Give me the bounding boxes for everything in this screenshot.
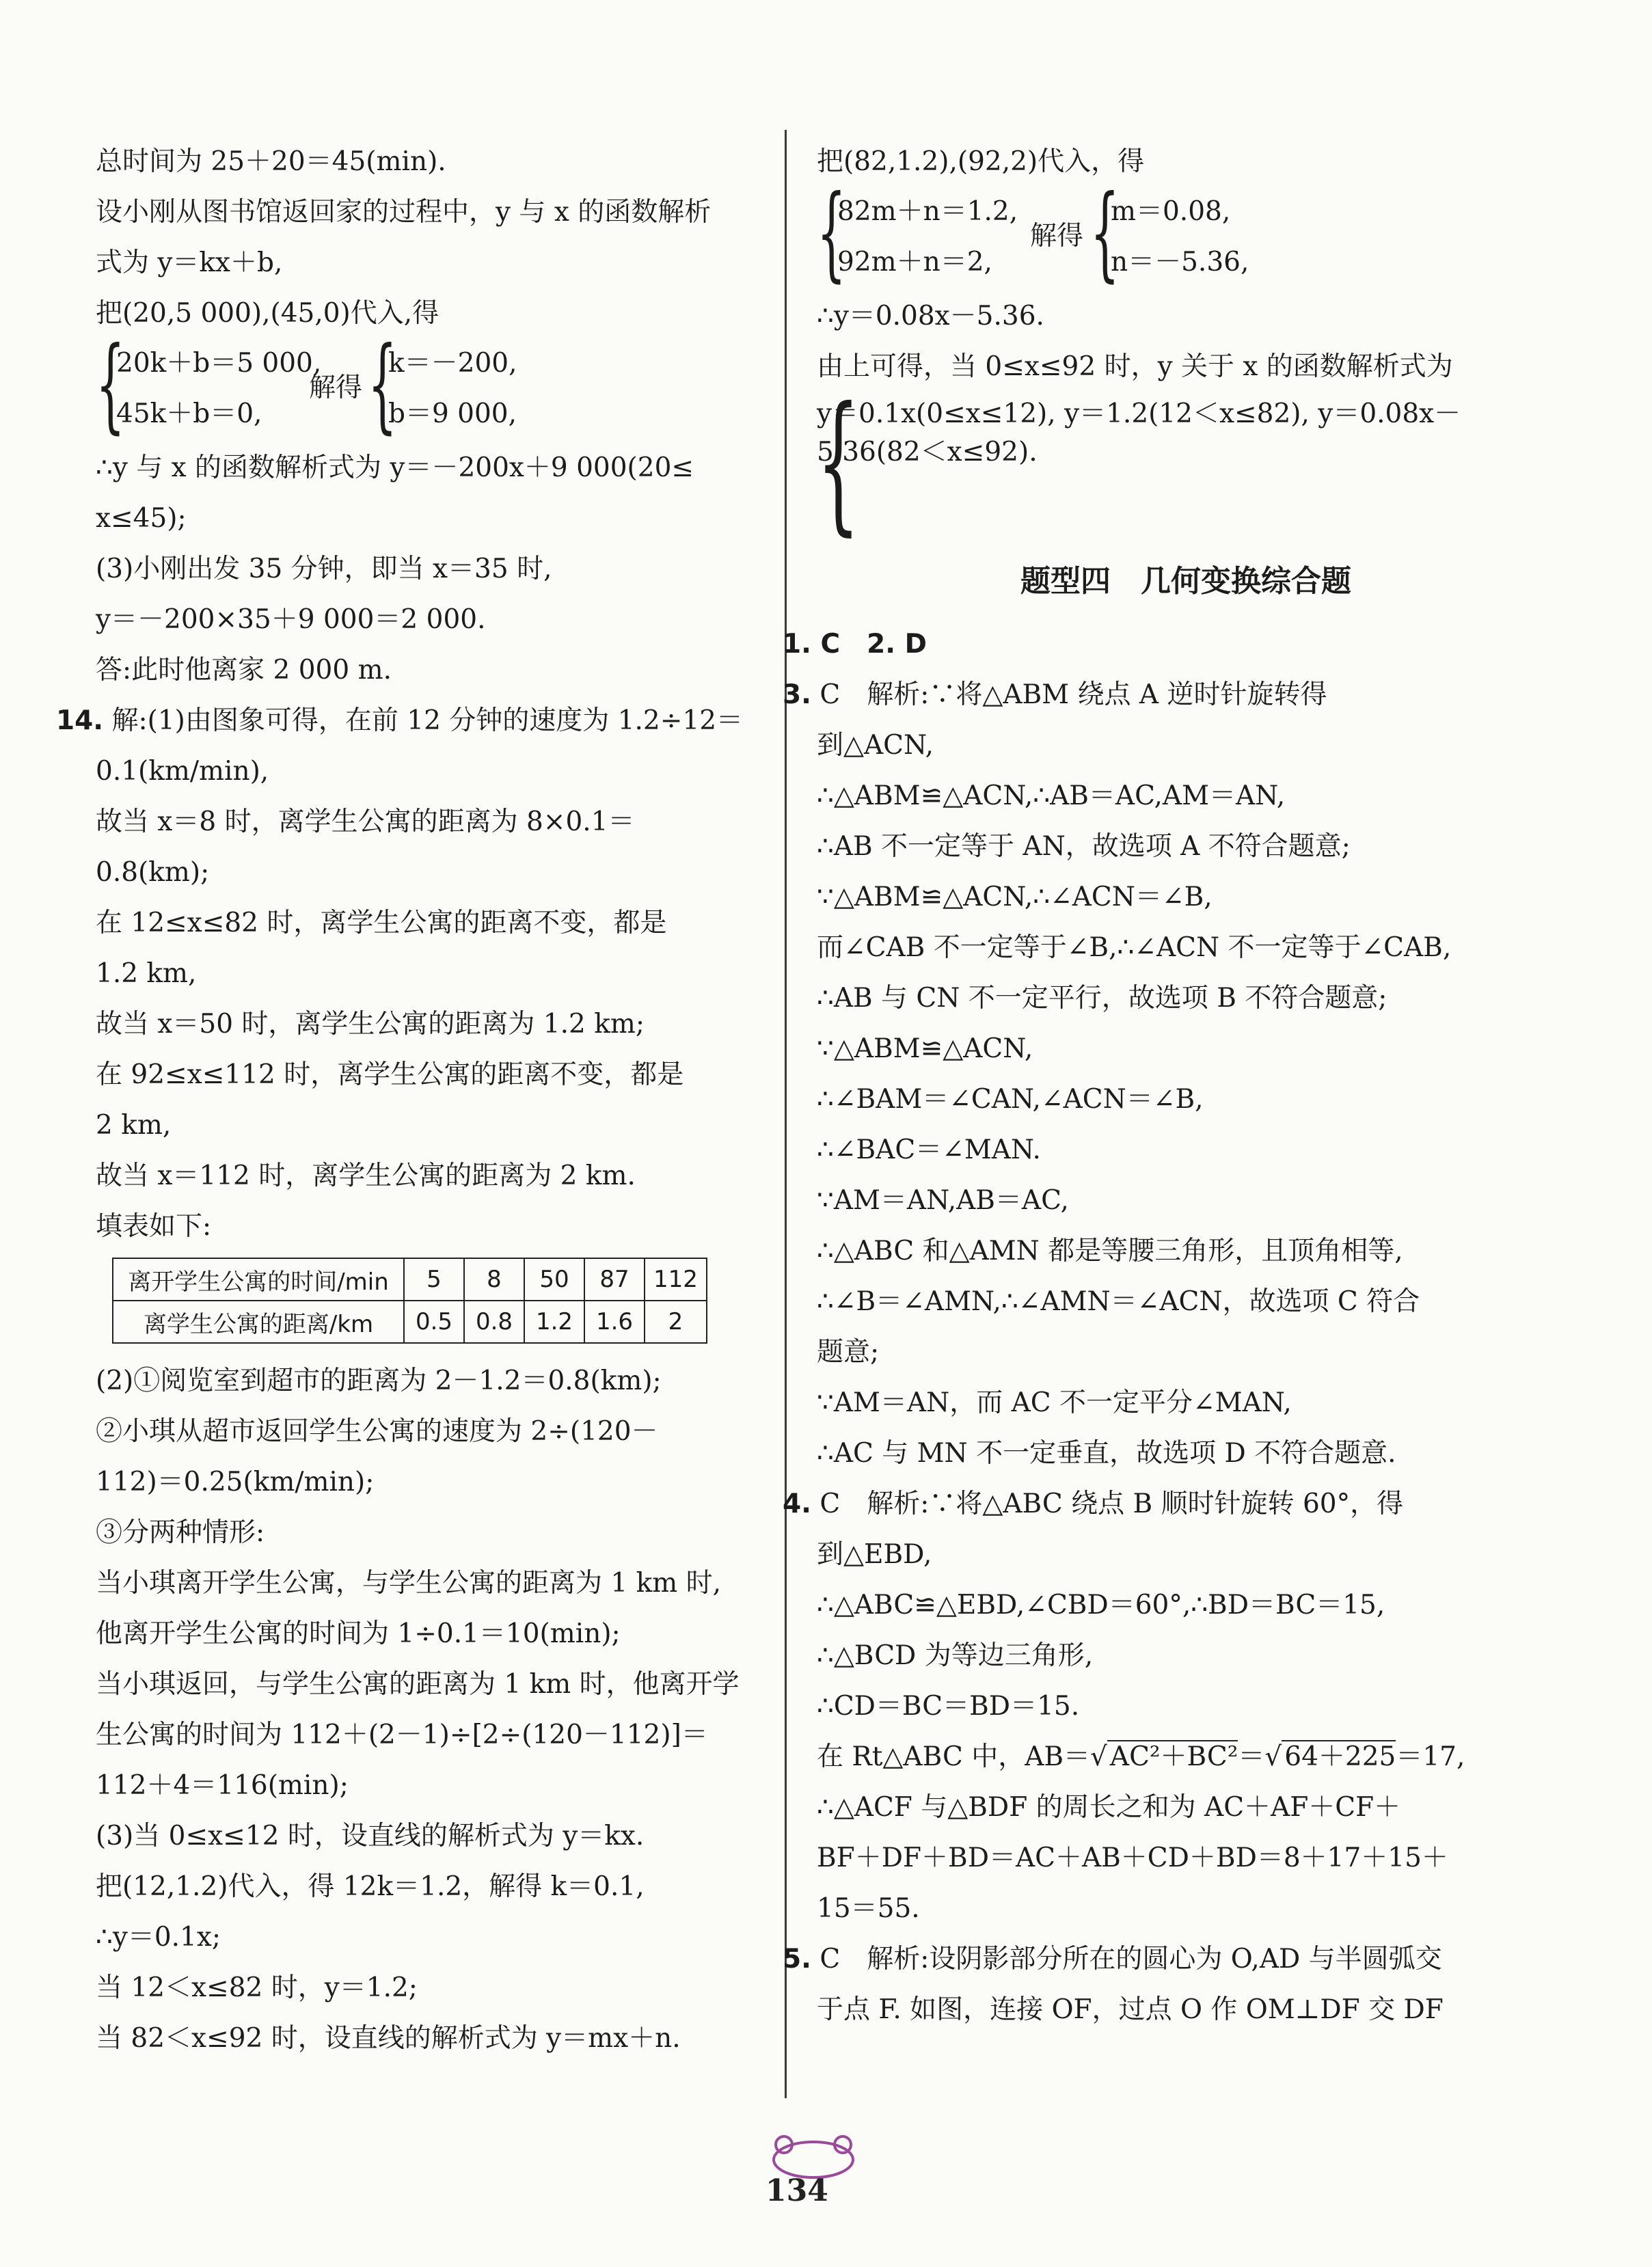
text-line: 到△EBD, — [817, 1539, 932, 1570]
left-column — [56, 137, 759, 2064]
table-cell: 5 — [404, 1258, 464, 1301]
text-line: 故当 x＝50 时，离学生公寓的距离为 1.2 km; — [96, 1009, 645, 1040]
text-line: ∴∠BAM＝∠CAN,∠ACN＝∠B, — [817, 1084, 1204, 1115]
brace-icon: { — [96, 325, 125, 444]
text-line: 题意; — [817, 1337, 880, 1368]
text-line: 2 km, — [96, 1110, 172, 1141]
brace-icon: { — [1090, 174, 1120, 293]
table-cell: 1.2 — [524, 1301, 584, 1343]
table-cell: 0.8 — [464, 1301, 524, 1343]
text-line: ∴△ACF 与△BDF 的周长之和为 AC＋AF＋CF＋ — [817, 1792, 1401, 1823]
text-line: 把(12,1.2)代入，得 12k＝1.2，解得 k＝0.1, — [96, 1871, 645, 1902]
text-line: 填表如下: — [96, 1211, 212, 1242]
text-line: 1.2 km, — [96, 958, 197, 989]
text-line: ②小琪从超市返回学生公寓的速度为 2÷(120－ — [96, 1416, 658, 1447]
brace-icon: { — [817, 375, 860, 549]
text-line: ∴y＝0.08x－5.36. — [817, 301, 1044, 331]
text-line: ∴∠B＝∠AMN,∴∠AMN＝∠ACN，故选项 C 符合 — [817, 1286, 1420, 1317]
text-line: ∴△ABC≌△EBD,∠CBD＝60°,∴BD＝BC＝15, — [817, 1590, 1385, 1620]
column-divider — [785, 130, 787, 2098]
table-header-cell: 离开学生公寓的时间/min — [113, 1258, 404, 1301]
text-line: 于点 F. 如图，连接 OF，过点 O 作 OM⊥DF 交 DF — [817, 1994, 1444, 2025]
text-line: ∴△ABC 和△AMN 都是等腰三角形，且顶角相等, — [817, 1236, 1403, 1266]
text-line: ∵△ABM≌△ACN, — [817, 1033, 1033, 1064]
question-number: 3. — [783, 679, 811, 710]
text-line: 当 82＜x≤92 时，设直线的解析式为 y＝mx＋n. — [96, 2023, 681, 2054]
text-line: 式为 y＝kx＋b, — [96, 247, 283, 278]
text-line: 故当 x＝112 时，离学生公寓的距离为 2 km. — [96, 1160, 636, 1191]
table-cell: 50 — [524, 1258, 584, 1301]
text-line: (2)①阅览室到超市的距离为 2－1.2＝0.8(km); — [96, 1366, 662, 1396]
text-line: x≤45); — [96, 503, 187, 534]
data-table — [112, 1258, 707, 1344]
text-line: 他离开学生公寓的时间为 1÷0.1＝10(min); — [96, 1618, 621, 1649]
question-number: 14. — [56, 705, 104, 736]
question-14: 14. 解:(1)由图象可得，在前 12 分钟的速度为 1.2÷12＝ — [56, 705, 744, 736]
text-line: 答:此时他离家 2 000 m. — [96, 655, 392, 685]
text-line: 由上可得，当 0≤x≤92 时，y 关于 x 的函数解析式为 — [817, 351, 1453, 382]
table-cell: 2 — [645, 1301, 707, 1343]
text-line: 0.8(km); — [96, 857, 210, 888]
text-line: 在 92≤x≤112 时，离学生公寓的距离不变，都是 — [96, 1059, 684, 1090]
text-line: 在 12≤x≤82 时，离学生公寓的距离不变，都是 — [96, 908, 667, 938]
text-line: 112＋4＝116(min); — [96, 1770, 349, 1801]
equation-system: { 82m＋n＝1.2, 92m＋n＝2, 解得 { m＝0.08, n＝－5.36, — [817, 174, 1249, 293]
table-cell: 8 — [464, 1258, 524, 1301]
text-line: 112)＝0.25(km/min); — [96, 1467, 375, 1497]
table-cell: 112 — [645, 1258, 707, 1301]
equation-system: { 20k＋b＝5 000, 45k＋b＝0, 解得 { k＝－200, b＝9 000, — [96, 325, 517, 444]
page-number: 134 — [766, 2173, 828, 2208]
text-line: 当小琪返回，与学生公寓的距离为 1 km 时，他离开学 — [96, 1669, 740, 1700]
text-line: 把(82,1.2),(92,2)代入，得 — [817, 146, 1145, 177]
text-line: 生公寓的时间为 112＋(2－1)÷[2÷(120－112)]＝ — [96, 1720, 708, 1750]
table-header-cell: 离学生公寓的距离/km — [113, 1301, 404, 1343]
sqrt-icon: √ — [1090, 1741, 1107, 1772]
text-line: y＝－200×35＋9 000＝2 000. — [96, 604, 486, 635]
text-line: (3)小刚出发 35 分钟，即当 x＝35 时, — [96, 554, 552, 584]
table-row — [113, 1258, 707, 1301]
text-line: ∴△BCD 为等边三角形, — [817, 1640, 1094, 1671]
brace-icon: { — [817, 174, 846, 293]
text-line: (3)当 0≤x≤12 时，设直线的解析式为 y＝kx. — [96, 1821, 645, 1851]
text-line: 0.1(km/min), — [96, 756, 269, 787]
text-line: 把(20,5 000),(45,0)代入,得 — [96, 298, 439, 329]
table-cell: 87 — [584, 1258, 645, 1301]
text-line: BF＋DF＋BD＝AC＋AB＋CD＋BD＝8＋17＋15＋ — [817, 1843, 1448, 1873]
text-line: 当 12＜x≤82 时，y＝1.2; — [96, 1972, 418, 2003]
table-row — [113, 1301, 707, 1343]
text-line: 在 Rt△ABC 中，AB＝√ AC²＋BC²＝√ 64＋225＝17, — [817, 1741, 1465, 1772]
text-line: ∴CD＝BC＝BD＝15. — [817, 1691, 1080, 1722]
table-cell: 1.6 — [584, 1301, 645, 1343]
table-cell: 0.5 — [404, 1301, 464, 1343]
text-line: 而∠CAB 不一定等于∠B,∴∠ACN 不一定等于∠CAB, — [817, 932, 1452, 963]
text-line: ∴y＝0.1x; — [96, 1922, 221, 1953]
brace-icon: { — [368, 325, 397, 444]
question-number: 4. — [783, 1489, 811, 1519]
text-line: ∵△ABM≌△ACN,∴∠ACN＝∠B, — [817, 882, 1213, 912]
question-number: 5. — [783, 1944, 811, 1974]
text-line: 当小琪离开学生公寓，与学生公寓的距离为 1 km 时, — [96, 1568, 722, 1599]
text-line: 到△ACN, — [817, 730, 934, 761]
text-line: 故当 x＝8 时，离学生公寓的距离为 8×0.1＝ — [96, 806, 635, 837]
sqrt-icon: √ — [1264, 1741, 1282, 1772]
text-line: 15＝55. — [817, 1893, 920, 1924]
text-line: ∴y 与 x 的函数解析式为 y＝－200x＋9 000(20≤ — [96, 452, 694, 483]
text-line: ∵AM＝AN，而 AC 不一定平分∠MAN, — [817, 1387, 1292, 1418]
piecewise-function: { y＝0.1x(0≤x≤12), y＝1.2(12＜x≤82), y＝0.08x－5.36(82＜x≤92). — [817, 375, 1461, 549]
text-line: ∴AB 与 CN 不一定平行，故选项 B 不符合题意; — [817, 983, 1387, 1014]
section-heading: 题型四 几何变换综合题 — [1020, 564, 1351, 599]
right-column — [783, 137, 1555, 2035]
question-5: 5. C 解析:设阴影部分所在的圆心为 O,AD 与半圆弧交 — [783, 1944, 1442, 1974]
text-line: 总时间为 25＋20＝45(min). — [96, 146, 446, 177]
text-line: ∴AB 不一定等于 AN，故选项 A 不符合题意; — [817, 831, 1351, 862]
text-line: ∴∠BAC＝∠MAN. — [817, 1135, 1041, 1165]
text-line: 设小刚从图书馆返回家的过程中，y 与 x 的函数解析 — [96, 197, 712, 228]
text-line: ③分两种情形: — [96, 1517, 265, 1548]
text-line: ∴△ABM≌△ACN,∴AB＝AC,AM＝AN, — [817, 780, 1286, 811]
text-line: ∵AM＝AN,AB＝AC, — [817, 1185, 1069, 1216]
question-4: 4. C 解析:∵将△ABC 绕点 B 顺时针旋转 60°，得 — [783, 1489, 1404, 1519]
question-3: 3. C 解析:∵将△ABM 绕点 A 逆时针旋转得 — [783, 679, 1327, 710]
text-line: 1. C 2. D — [783, 629, 927, 660]
text-line: ∴AC 与 MN 不一定垂直，故选项 D 不符合题意. — [817, 1438, 1396, 1469]
